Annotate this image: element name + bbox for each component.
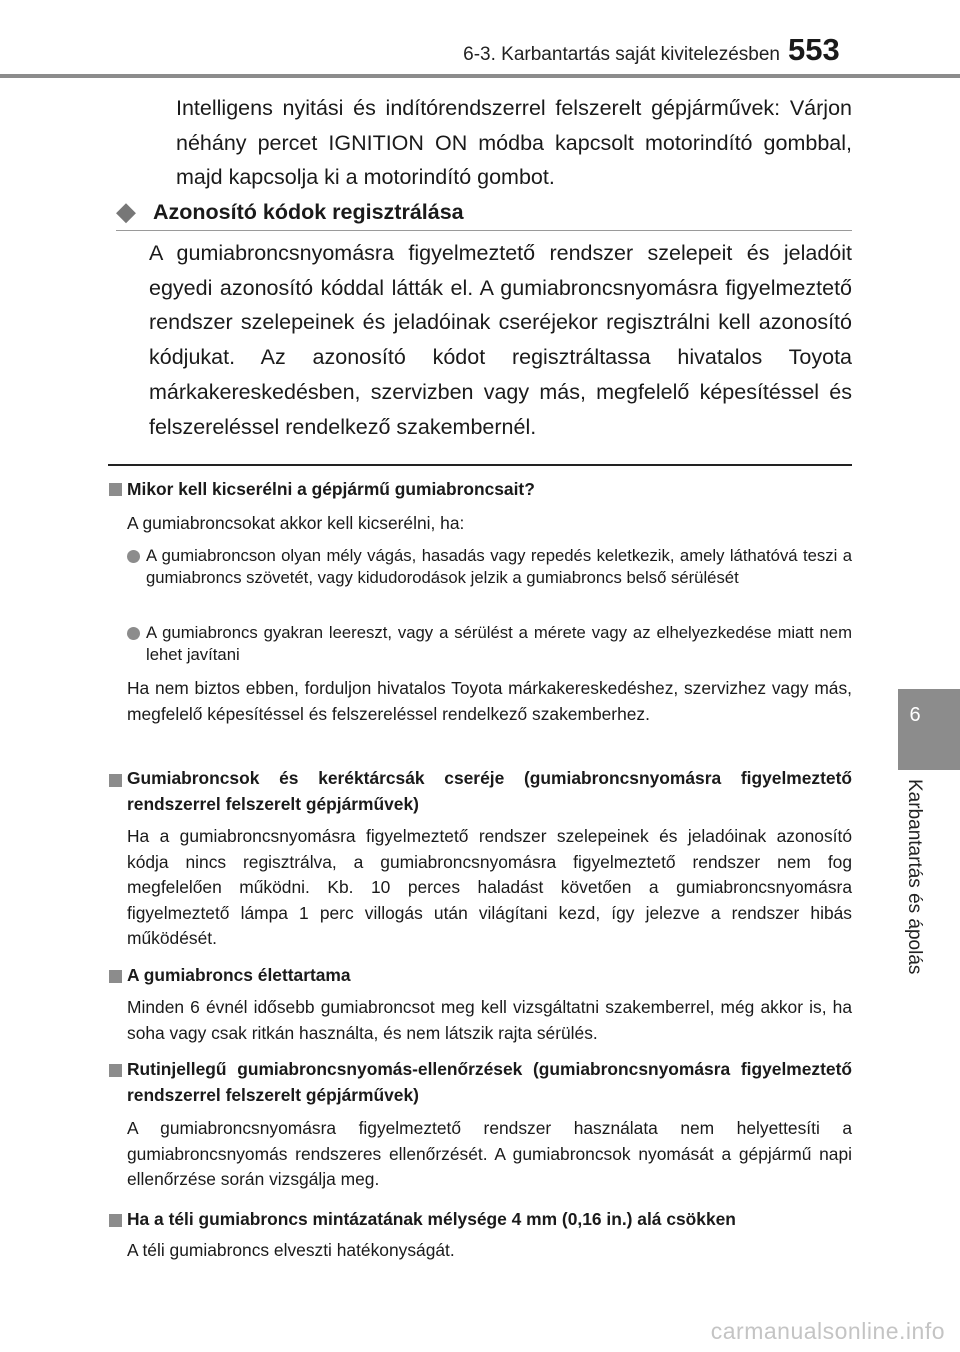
note-title: Ha a téli gumiabroncs mintázatának mélysége 4 mm (0,16 in.) alá csökken	[127, 1209, 736, 1229]
note-text: Ha nem biztos ebben, forduljon hivatalos Toyota márkakereskedéshez, szervizhez vagy más, megfelelő képesítéssel és felszereléssel rendelkező szakemberhez.	[127, 678, 852, 724]
note-text: Minden 6 évnél idősebb gumiabroncsot meg kell vizsgáltatni szakemberrel, még akkor is, ha soha vagy csak ritkán használta, és nem látszik rajta sérülés.	[127, 997, 852, 1043]
note-title: Rutinjellegű gumiabroncsnyomás-ellenőrzések (gumiabroncsnyomásra figyelmeztető rendszerrel felszerelt gépjárművek)	[127, 1059, 852, 1105]
note-text: A gumiabroncsokat akkor kell kicserélni, ha:	[127, 513, 465, 533]
page-number: 553	[788, 32, 840, 67]
section-heading: 6-3. Karbantartás saját kivitelezésben	[463, 44, 780, 65]
diamond-icon: ◆	[116, 196, 136, 226]
list-item: A gumiabroncs gyakran leereszt, vagy a sérülést a mérete vagy az elhelyezkedése miatt nem lehet javítani	[146, 623, 852, 664]
square-bullet-icon	[109, 970, 122, 983]
round-bullet-icon	[127, 550, 140, 563]
note-text: A téli gumiabroncs elveszti hatékonyságát.	[127, 1240, 455, 1260]
subsection-body: A gumiabroncsnyomásra figyelmeztető rendszer szelepeit és jeladóit egyedi azonosító kóddal látták el. A gumiabroncsnyomásra figyelmeztető rendszer szelepeinek és jeladóinak cseréjekor regisztrálni kell azonosító kódjukat. Az azonosító kódot regisztráltassa hivatalos Toyota márkakereskedésben, szervizben vagy más, megfelelő képesítéssel és felszereléssel rendelkező szakembernél.	[149, 241, 852, 439]
header-rule	[0, 74, 960, 78]
chapter-tab	[898, 689, 960, 770]
square-bullet-icon	[109, 1064, 122, 1077]
intro-paragraph: Intelligens nyitási és indítórendszerrel felszerelt gépjárművek: Várjon néhány percet IGNITION ON módba kapcsolt motorindító gombbal, majd kapcsolja ki a motorindító gombot.	[176, 96, 852, 189]
square-bullet-icon	[109, 774, 122, 787]
chapter-number: 6	[909, 704, 921, 726]
round-bullet-icon	[127, 627, 140, 640]
subsection-heading	[116, 194, 852, 231]
note-text: A gumiabroncsnyomásra figyelmeztető rendszer használata nem helyettesíti a gumiabroncsnyomás rendszeres ellenőrzését. A gumiabroncsok nyomását a gépjármű napi ellenőrzése során vizsgálja meg.	[127, 1118, 852, 1189]
note-text: Ha a gumiabroncsnyomásra figyelmeztető rendszer szelepeinek és jeladóinak azonosító kódja nincs regisztrálva, a gumiabroncsnyomásra figyelmeztető rendszer nem fog megfelelően működni. Kb. 10 perces haladást követően a gumiabroncsnyomásra figyelmeztető lámpa 1 perc villogás után világítani kezd, így jelezve a rendszer hibás működését.	[127, 826, 852, 948]
note-title: A gumiabroncs élettartama	[127, 965, 351, 985]
chapter-label: Karbantartás és ápolás	[904, 779, 925, 975]
square-bullet-icon	[109, 1214, 122, 1227]
note-title: Gumiabroncsok és keréktárcsák cseréje (gumiabroncsnyomásra figyelmeztető rendszerrel felszerelt gépjárművek)	[127, 768, 852, 814]
chapter-label-box	[897, 779, 931, 1079]
note-title: Mikor kell kicserélni a gépjármű gumiabroncsait?	[127, 479, 535, 499]
subsection-title: Azonosító kódok regisztrálása	[153, 200, 464, 224]
square-bullet-icon	[109, 483, 122, 496]
watermark: carmanualsonline.info	[710, 1318, 945, 1344]
section-separator	[108, 464, 852, 466]
list-item: A gumiabroncson olyan mély vágás, hasadás vagy repedés keletkezik, amely láthatóvá teszi a gumiabroncs szövetét, vagy kidudorodások jelzik a gumiabroncs belső sérülését	[146, 546, 852, 587]
